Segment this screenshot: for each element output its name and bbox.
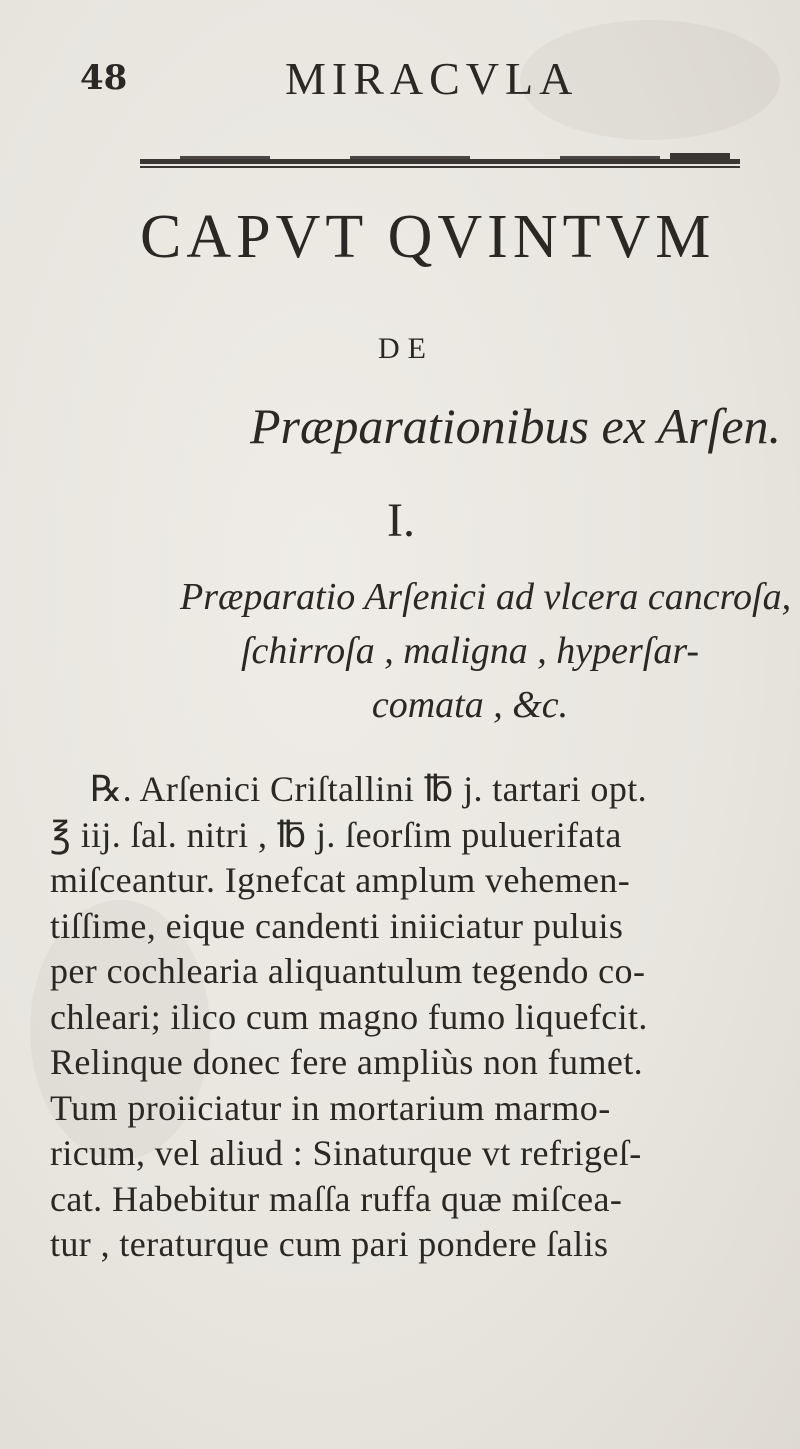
- chapter-de: DE: [378, 332, 434, 365]
- body-line: chleari; ilico cum magno fumo liquefcit.: [50, 996, 648, 1037]
- running-title: MIRACVLA: [285, 53, 579, 104]
- body-line: ℥ iij. ſal. nitri , ℔ j. ſeorſim puluerifata: [50, 814, 622, 855]
- section-number: I.: [387, 494, 415, 547]
- body-line: ricum, vel aliud : Sinaturque vt refrigeſ-: [50, 1133, 642, 1173]
- body-line: cat. Habebitur maſſa ruffa quæ miſcea-: [50, 1178, 623, 1219]
- section-heading: [180, 570, 792, 732]
- section-heading-line: ſchirroſa , maligna , hyperſar-: [240, 630, 700, 672]
- section-heading-line: Præparatio Arſenici ad vlcera cancroſa,: [180, 576, 792, 618]
- body-line: ℞. Arſenici Criſtallini ℔ j. tartari opt.: [90, 769, 648, 809]
- chapter-title: CAPVT QVINTVM: [140, 203, 716, 271]
- page-number: 48: [80, 58, 128, 98]
- body-line: miſceantur. Ignefcat amplum vehemen-: [50, 860, 631, 900]
- body-line: tur , teraturque cum pari pondere ſalis: [50, 1224, 609, 1264]
- body-line: per cochlearia aliquantulum tegendo co-: [50, 951, 646, 991]
- body-line: tiſſime, eique candenti iniiciatur puluis: [50, 905, 624, 946]
- body-line: Relinque donec fere ampliùs non fumet.: [50, 1042, 644, 1082]
- body-text: [50, 767, 790, 1268]
- section-heading-line: comata , &c.: [371, 684, 569, 726]
- ornamental-rule: [140, 153, 740, 175]
- body-line: Tum proiiciatur in mortarium marmo-: [50, 1087, 611, 1128]
- chapter-subtitle: Præparationibus ex Arſen.: [250, 398, 782, 454]
